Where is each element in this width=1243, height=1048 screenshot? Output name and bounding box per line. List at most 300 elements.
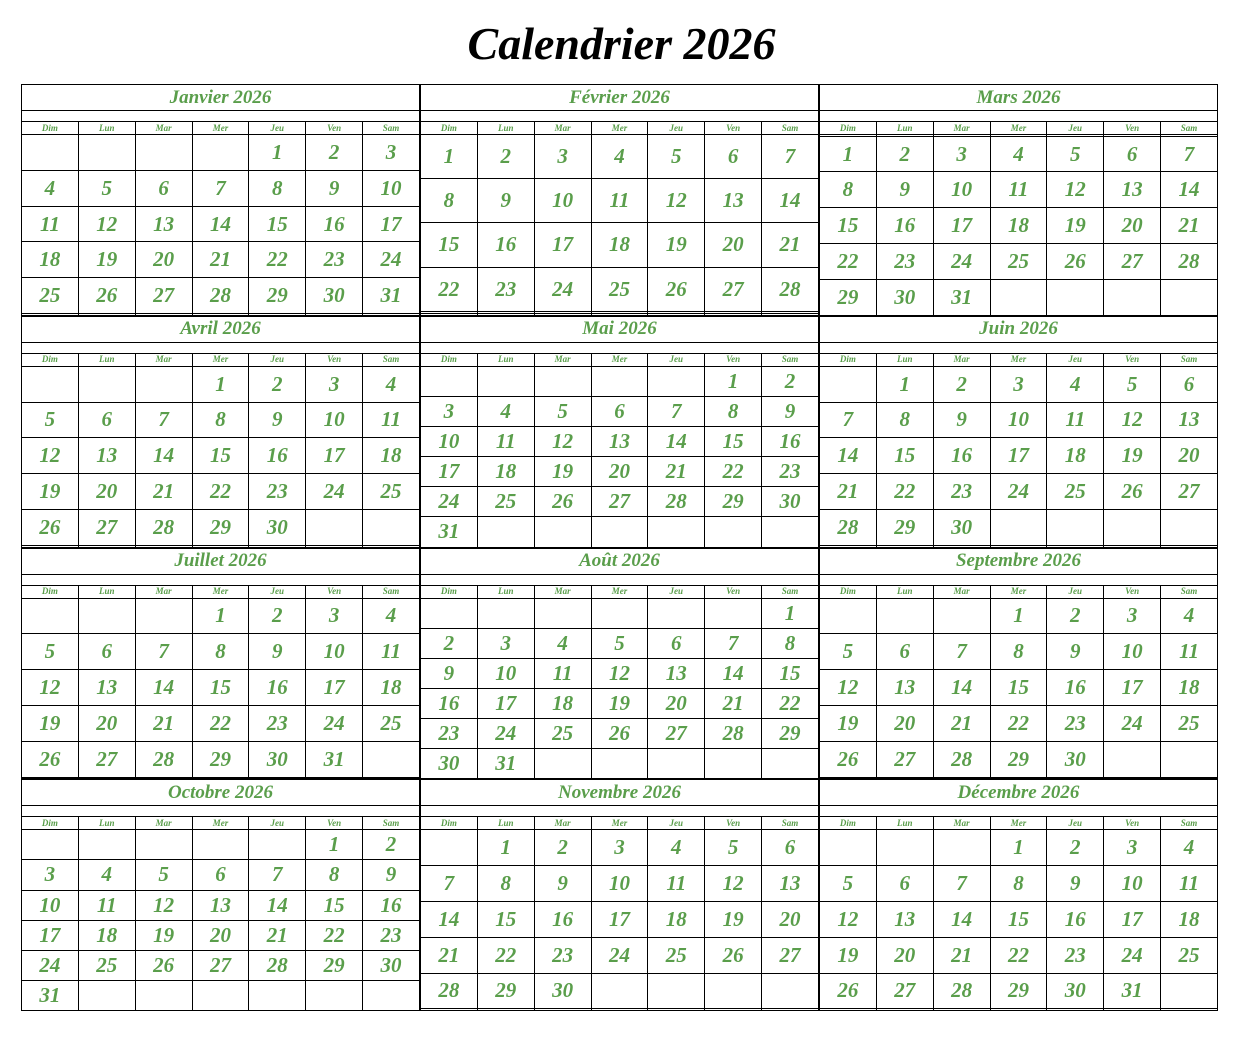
day-cell [762, 749, 819, 779]
day-cell: 16 [306, 206, 363, 242]
day-cell: 19 [78, 242, 135, 278]
weekday-label: Sam [1161, 353, 1218, 366]
day-cell: 26 [22, 510, 79, 546]
day-cell: 15 [421, 223, 478, 267]
day-cell: 11 [363, 634, 420, 670]
day-cell [22, 366, 79, 402]
day-cell: 9 [1047, 866, 1104, 902]
day-cell: 22 [477, 937, 534, 973]
day-cell: 17 [22, 920, 79, 950]
day-cell: 26 [534, 487, 591, 517]
day-cell [820, 598, 877, 634]
day-cell: 4 [648, 830, 705, 866]
day-cell [648, 598, 705, 628]
day-cell: 9 [1047, 634, 1104, 670]
day-cell [1161, 973, 1218, 1009]
day-cell: 31 [1104, 973, 1161, 1009]
day-cell: 11 [648, 866, 705, 902]
month-block [420, 84, 819, 316]
day-cell [135, 598, 192, 634]
day-cell: 15 [990, 670, 1047, 706]
day-cell [421, 366, 478, 396]
day-cell [1047, 510, 1104, 546]
month-name: Novembre 2026 [421, 780, 819, 806]
weekday-label: Sam [363, 585, 420, 598]
day-cell: 25 [1161, 937, 1218, 973]
day-cell: 14 [249, 890, 306, 920]
weekday-label: Mar [933, 817, 990, 830]
day-cell: 25 [648, 937, 705, 973]
day-cell [648, 517, 705, 547]
day-cell [762, 1009, 819, 1011]
day-cell: 16 [1047, 901, 1104, 937]
day-cell [933, 598, 990, 634]
day-cell: 7 [705, 628, 762, 658]
day-cell: 18 [363, 670, 420, 706]
day-cell: 12 [78, 206, 135, 242]
day-cell: 8 [820, 172, 877, 208]
month-name: Juin 2026 [820, 316, 1218, 342]
day-cell: 11 [591, 179, 648, 223]
day-cell [990, 279, 1047, 315]
day-cell: 25 [363, 474, 420, 510]
day-cell [534, 1009, 591, 1011]
weekday-label: Mar [135, 122, 192, 135]
day-cell: 28 [192, 278, 249, 314]
day-cell [705, 598, 762, 628]
day-cell: 14 [648, 427, 705, 457]
weekday-label: Jeu [1047, 122, 1104, 135]
day-cell: 21 [820, 474, 877, 510]
day-cell: 19 [22, 474, 79, 510]
weekday-label: Sam [363, 353, 420, 366]
day-cell [1104, 279, 1161, 315]
day-cell: 1 [192, 598, 249, 634]
day-cell: 22 [192, 474, 249, 510]
day-cell: 12 [534, 427, 591, 457]
weekday-label: Mer [591, 817, 648, 830]
day-cell: 14 [135, 670, 192, 706]
weekday-label: Ven [306, 122, 363, 135]
day-cell: 2 [876, 136, 933, 172]
day-cell: 23 [933, 474, 990, 510]
day-cell [363, 980, 420, 1010]
day-cell: 16 [249, 670, 306, 706]
month-table [21, 84, 420, 316]
day-cell: 2 [363, 830, 420, 860]
day-cell [22, 598, 79, 634]
day-cell [78, 980, 135, 1010]
day-cell: 10 [477, 658, 534, 688]
day-cell: 12 [22, 438, 79, 474]
day-cell: 4 [477, 396, 534, 426]
day-cell: 1 [990, 830, 1047, 866]
weekday-label: Sam [762, 585, 819, 598]
month-name: Décembre 2026 [820, 780, 1218, 806]
day-cell: 26 [78, 278, 135, 314]
month-name: Octobre 2026 [22, 780, 420, 806]
day-cell: 3 [534, 135, 591, 179]
weekday-label: Dim [421, 122, 478, 135]
weekday-label: Lun [477, 122, 534, 135]
day-cell: 13 [1161, 402, 1218, 438]
day-cell: 26 [1047, 244, 1104, 280]
day-cell [990, 510, 1047, 546]
day-cell: 22 [421, 267, 478, 311]
day-cell: 22 [306, 920, 363, 950]
day-cell: 9 [363, 860, 420, 890]
day-cell: 2 [1047, 830, 1104, 866]
day-cell: 17 [477, 688, 534, 718]
day-cell: 7 [249, 860, 306, 890]
day-cell [363, 510, 420, 546]
day-cell: 26 [1104, 474, 1161, 510]
day-cell: 19 [648, 223, 705, 267]
day-cell: 27 [1161, 474, 1218, 510]
day-cell: 2 [477, 135, 534, 179]
day-cell: 6 [876, 866, 933, 902]
day-cell: 17 [421, 457, 478, 487]
weekday-label: Jeu [249, 122, 306, 135]
day-cell: 19 [534, 457, 591, 487]
weekday-label: Mer [192, 817, 249, 830]
weekday-label: Mer [591, 122, 648, 135]
weekday-label: Sam [363, 122, 420, 135]
day-cell: 24 [591, 937, 648, 973]
day-cell: 23 [306, 242, 363, 278]
day-cell: 2 [762, 366, 819, 396]
day-cell: 30 [1047, 973, 1104, 1009]
month-name: Juillet 2026 [22, 548, 420, 574]
day-cell [591, 517, 648, 547]
day-cell: 18 [1161, 901, 1218, 937]
day-cell: 16 [421, 688, 478, 718]
month-spacer [820, 574, 1218, 585]
day-cell: 1 [705, 366, 762, 396]
day-cell: 6 [135, 170, 192, 206]
day-cell: 11 [477, 427, 534, 457]
day-cell: 8 [990, 634, 1047, 670]
day-cell: 2 [1047, 598, 1104, 634]
day-cell: 1 [876, 366, 933, 402]
day-cell: 19 [22, 705, 79, 741]
day-cell: 5 [534, 396, 591, 426]
day-cell: 6 [705, 135, 762, 179]
weekday-label: Dim [820, 122, 877, 135]
weekday-label: Jeu [249, 585, 306, 598]
month-name: Février 2026 [421, 85, 819, 111]
day-cell: 9 [762, 396, 819, 426]
day-cell: 9 [534, 866, 591, 902]
day-cell: 27 [591, 487, 648, 517]
day-cell: 15 [990, 901, 1047, 937]
month-name: Août 2026 [421, 548, 819, 574]
month-spacer [421, 574, 819, 585]
day-cell: 17 [1104, 670, 1161, 706]
day-cell: 26 [648, 267, 705, 311]
day-cell: 17 [306, 670, 363, 706]
month-name: Mai 2026 [421, 316, 819, 342]
month-spacer [22, 806, 420, 817]
day-cell [648, 366, 705, 396]
day-cell: 15 [820, 208, 877, 244]
day-cell: 20 [78, 705, 135, 741]
day-cell: 19 [1104, 438, 1161, 474]
day-cell: 11 [990, 172, 1047, 208]
day-cell: 1 [306, 830, 363, 860]
day-cell [705, 973, 762, 1009]
day-cell: 9 [249, 402, 306, 438]
weekday-label: Dim [421, 817, 478, 830]
day-cell [762, 973, 819, 1009]
day-cell [78, 135, 135, 171]
day-cell: 27 [762, 937, 819, 973]
month-name: Mars 2026 [820, 85, 1218, 111]
weekday-label: Dim [820, 585, 877, 598]
weekday-label: Sam [1161, 122, 1218, 135]
day-cell: 18 [78, 920, 135, 950]
day-cell: 2 [249, 598, 306, 634]
weekday-label: Dim [22, 122, 79, 135]
month-table [21, 316, 420, 548]
day-cell [135, 980, 192, 1010]
day-cell [78, 598, 135, 634]
weekday-label: Ven [705, 353, 762, 366]
day-cell: 31 [933, 279, 990, 315]
day-cell: 13 [876, 901, 933, 937]
weekday-label: Lun [876, 122, 933, 135]
month-table [819, 779, 1218, 1011]
day-cell: 23 [421, 719, 478, 749]
day-cell: 3 [933, 136, 990, 172]
day-cell [705, 1009, 762, 1011]
day-cell: 1 [762, 598, 819, 628]
day-cell: 28 [820, 510, 877, 546]
day-cell [990, 1009, 1047, 1011]
day-cell: 21 [421, 937, 478, 973]
day-cell: 25 [363, 705, 420, 741]
day-cell: 10 [306, 402, 363, 438]
day-cell: 5 [591, 628, 648, 658]
day-cell: 28 [705, 719, 762, 749]
month-table [420, 316, 819, 548]
day-cell [249, 980, 306, 1010]
day-cell: 12 [705, 866, 762, 902]
day-cell: 9 [933, 402, 990, 438]
day-cell: 3 [1104, 830, 1161, 866]
day-cell: 8 [705, 396, 762, 426]
day-cell: 17 [990, 438, 1047, 474]
day-cell: 14 [192, 206, 249, 242]
day-cell: 29 [820, 279, 877, 315]
day-cell: 23 [249, 474, 306, 510]
day-cell: 19 [820, 937, 877, 973]
day-cell: 27 [876, 973, 933, 1009]
month-block [819, 84, 1218, 316]
day-cell: 11 [1161, 634, 1218, 670]
day-cell: 1 [192, 366, 249, 402]
day-cell: 30 [306, 278, 363, 314]
month-block [420, 316, 819, 548]
day-cell: 29 [990, 973, 1047, 1009]
day-cell: 24 [990, 474, 1047, 510]
day-cell [477, 598, 534, 628]
month-block [21, 779, 420, 1011]
day-cell [421, 598, 478, 628]
weekday-label: Jeu [648, 122, 705, 135]
day-cell: 4 [1161, 598, 1218, 634]
day-cell: 8 [306, 860, 363, 890]
day-cell: 30 [1047, 741, 1104, 777]
weekday-label: Dim [820, 817, 877, 830]
day-cell: 5 [820, 634, 877, 670]
weekday-label: Jeu [1047, 817, 1104, 830]
day-cell [876, 1009, 933, 1011]
month-spacer [421, 111, 819, 122]
day-cell: 18 [22, 242, 79, 278]
weekday-label: Jeu [1047, 585, 1104, 598]
day-cell: 5 [1047, 136, 1104, 172]
day-cell: 24 [306, 705, 363, 741]
day-cell: 11 [1161, 866, 1218, 902]
day-cell [1104, 1009, 1161, 1011]
day-cell: 19 [820, 705, 877, 741]
weekday-label: Sam [363, 817, 420, 830]
day-cell: 24 [933, 244, 990, 280]
weekday-label: Mer [192, 353, 249, 366]
weekday-label: Lun [876, 817, 933, 830]
day-cell: 22 [990, 705, 1047, 741]
weekday-label: Dim [820, 353, 877, 366]
day-cell: 12 [820, 670, 877, 706]
day-cell: 18 [1047, 438, 1104, 474]
day-cell: 28 [648, 487, 705, 517]
month-block [420, 779, 819, 1011]
day-cell: 28 [135, 741, 192, 777]
day-cell: 7 [762, 135, 819, 179]
day-cell: 3 [477, 628, 534, 658]
day-cell: 8 [192, 634, 249, 670]
day-cell [192, 135, 249, 171]
day-cell: 26 [820, 973, 877, 1009]
day-cell [705, 749, 762, 779]
day-cell: 18 [591, 223, 648, 267]
weekday-label: Mer [990, 353, 1047, 366]
day-cell: 16 [534, 901, 591, 937]
day-cell: 2 [534, 830, 591, 866]
day-cell: 14 [421, 901, 478, 937]
day-cell: 6 [876, 634, 933, 670]
day-cell: 14 [135, 438, 192, 474]
day-cell [876, 830, 933, 866]
day-cell: 27 [135, 278, 192, 314]
month-table [420, 84, 819, 316]
day-cell [876, 598, 933, 634]
weekday-label: Dim [22, 585, 79, 598]
day-cell [22, 135, 79, 171]
day-cell: 24 [534, 267, 591, 311]
day-cell: 18 [990, 208, 1047, 244]
day-cell: 5 [820, 866, 877, 902]
day-cell: 3 [363, 135, 420, 171]
day-cell [421, 830, 478, 866]
day-cell [534, 366, 591, 396]
weekday-label: Mer [990, 585, 1047, 598]
day-cell: 27 [192, 950, 249, 980]
day-cell: 14 [933, 901, 990, 937]
day-cell: 14 [1161, 172, 1218, 208]
day-cell: 1 [249, 135, 306, 171]
day-cell: 22 [990, 937, 1047, 973]
day-cell [933, 1009, 990, 1011]
weekday-label: Sam [1161, 585, 1218, 598]
weekday-label: Mer [192, 122, 249, 135]
day-cell: 3 [1104, 598, 1161, 634]
day-cell: 25 [990, 244, 1047, 280]
day-cell: 31 [477, 749, 534, 779]
month-block [819, 548, 1218, 780]
day-cell: 4 [990, 136, 1047, 172]
day-cell: 5 [22, 634, 79, 670]
day-cell: 24 [421, 487, 478, 517]
day-cell: 9 [249, 634, 306, 670]
day-cell: 21 [648, 457, 705, 487]
month-spacer [22, 342, 420, 353]
day-cell: 21 [705, 688, 762, 718]
day-cell: 31 [421, 517, 478, 547]
day-cell: 7 [648, 396, 705, 426]
day-cell: 17 [306, 438, 363, 474]
weekday-label: Ven [306, 353, 363, 366]
day-cell: 28 [933, 741, 990, 777]
day-cell: 4 [1047, 366, 1104, 402]
day-cell: 15 [192, 438, 249, 474]
day-cell: 23 [534, 937, 591, 973]
day-cell: 26 [591, 719, 648, 749]
month-spacer [22, 111, 420, 122]
day-cell: 24 [1104, 705, 1161, 741]
day-cell: 6 [78, 634, 135, 670]
day-cell: 28 [933, 973, 990, 1009]
weekday-label: Mer [990, 122, 1047, 135]
month-block [21, 84, 420, 316]
day-cell: 22 [820, 244, 877, 280]
day-cell [1161, 741, 1218, 777]
month-spacer [421, 342, 819, 353]
day-cell: 24 [22, 950, 79, 980]
day-cell [78, 830, 135, 860]
month-spacer [820, 111, 1218, 122]
day-cell: 23 [876, 244, 933, 280]
weekday-label: Ven [1104, 122, 1161, 135]
day-cell [820, 830, 877, 866]
day-cell [477, 366, 534, 396]
day-cell: 25 [22, 278, 79, 314]
day-cell: 20 [762, 901, 819, 937]
month-spacer [820, 342, 1218, 353]
weekday-label: Ven [705, 585, 762, 598]
day-cell: 28 [421, 973, 478, 1009]
month-block [21, 548, 420, 780]
day-cell: 20 [135, 242, 192, 278]
day-cell: 5 [705, 830, 762, 866]
day-cell: 21 [933, 705, 990, 741]
weekday-label: Dim [22, 353, 79, 366]
day-cell: 14 [933, 670, 990, 706]
day-cell: 18 [534, 688, 591, 718]
day-cell: 15 [876, 438, 933, 474]
day-cell [648, 1009, 705, 1011]
